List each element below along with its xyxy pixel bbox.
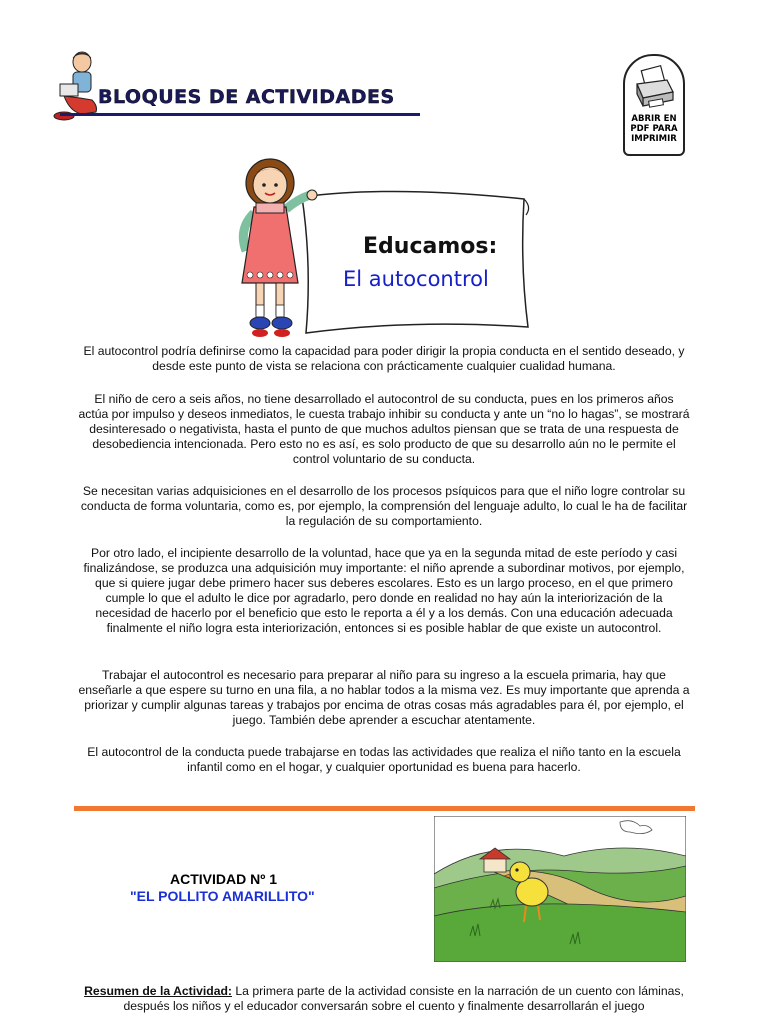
paragraph-early-years: El niño de cero a seis años, no tiene desarrollado el autocontrol de su conducta, pues en los primeros años actúa por impulso y deseos inmediatos, le cuesta trabajo inhibir su conducta y ante un “no lo hagas”, se mostrará desinteresado o negativista, hasta el punto de que muchos adultos piensan que se trata de una respuesta de desobediencia intencionada. Pero esto no es así, es solo producto de que su desarrollo aún no le permite el control voluntario de su conducta. <box>78 392 690 466</box>
paragraph-acquisitions: Se necesitan varias adquisiciones en el desarrollo de los procesos psíquicos para que el niño logre controlar su conducta de forma voluntaria, como es, por ejemplo, la comprensión del lenguaje adulto, lo cual le ha de facilitar la regulación de su comportamiento. <box>80 484 688 528</box>
summary-label: Resumen de la Actividad: <box>84 984 232 998</box>
title-underline <box>60 113 420 116</box>
summary-text: La primera parte de la actividad consiste en la narración de un cuento con láminas, después los niños y el educador conversarán sobre el cuento y finalmente desarrollarán el juego <box>123 984 684 1013</box>
section-divider <box>74 806 695 811</box>
print-button-label: ABRIR EN PDF PARA IMPRIMIR <box>630 114 678 144</box>
activity-summary <box>78 984 690 1014</box>
activity-name: "EL POLLITO AMARILLITO" <box>130 888 315 904</box>
printer-icon <box>631 64 679 112</box>
paragraph-school-preparation: Trabajar el autocontrol es necesario para preparar al niño para su ingreso a la escuela primaria, hay que enseñarle a que espere su turno en una fila, a no hablar todos a la misma vez. Es muy importante que aprenda a priorizar y cumplir algunas tareas y trabajos por encima de otras cosas más agradables para él, por ejemplo, el juego. También debe aprender a escuchar atentamente. <box>78 668 690 727</box>
chick-landscape-illustration <box>434 816 686 962</box>
paragraph-will-development: Por otro lado, el incipiente desarrollo de la voluntad, hace que ya en la segunda mitad de este período y casi finalizándose, se produzca una adquisición muy importante: el niño aprende a subordinar motivos, por ejemplo, que si quiere jugar debe primero hacer sus deberes escolares. Esto es un largo proceso, en el que primero cumple lo que el adulto le dice por agradarlo, pero donde en realidad no hay aún la interiorización de la necesidad de hacerlo por el beneficio que esto le reporta a él y a los demás. Con una educación adecuada finalmente el niño logra esta interiorización, entonces si es posible hablar de que existe un autocontrol. <box>83 546 685 635</box>
paragraph-definition: El autocontrol podría definirse como la capacidad para poder dirigir la propia conducta en el sentido deseado, y desde este punto de vista se relaciona con prácticamente cualquier cualidad humana. <box>83 344 685 373</box>
hero-title-topic: El autocontrol <box>343 267 489 291</box>
paragraph-opportunities: El autocontrol de la conducta puede trabajarse en todas las actividades que realiza el niño tanto en la escuela infantil como en el hogar, y cualquier oportunidad es buena para hacerlo. <box>87 745 681 774</box>
activity-number: ACTIVIDAD Nº 1 <box>170 871 278 887</box>
section-title: BLOQUES DE ACTIVIDADES <box>98 86 395 108</box>
open-pdf-print-button[interactable] <box>623 54 685 156</box>
hero-title-educamos: Educamos: <box>363 234 498 259</box>
boy-reading-illustration <box>52 50 102 122</box>
